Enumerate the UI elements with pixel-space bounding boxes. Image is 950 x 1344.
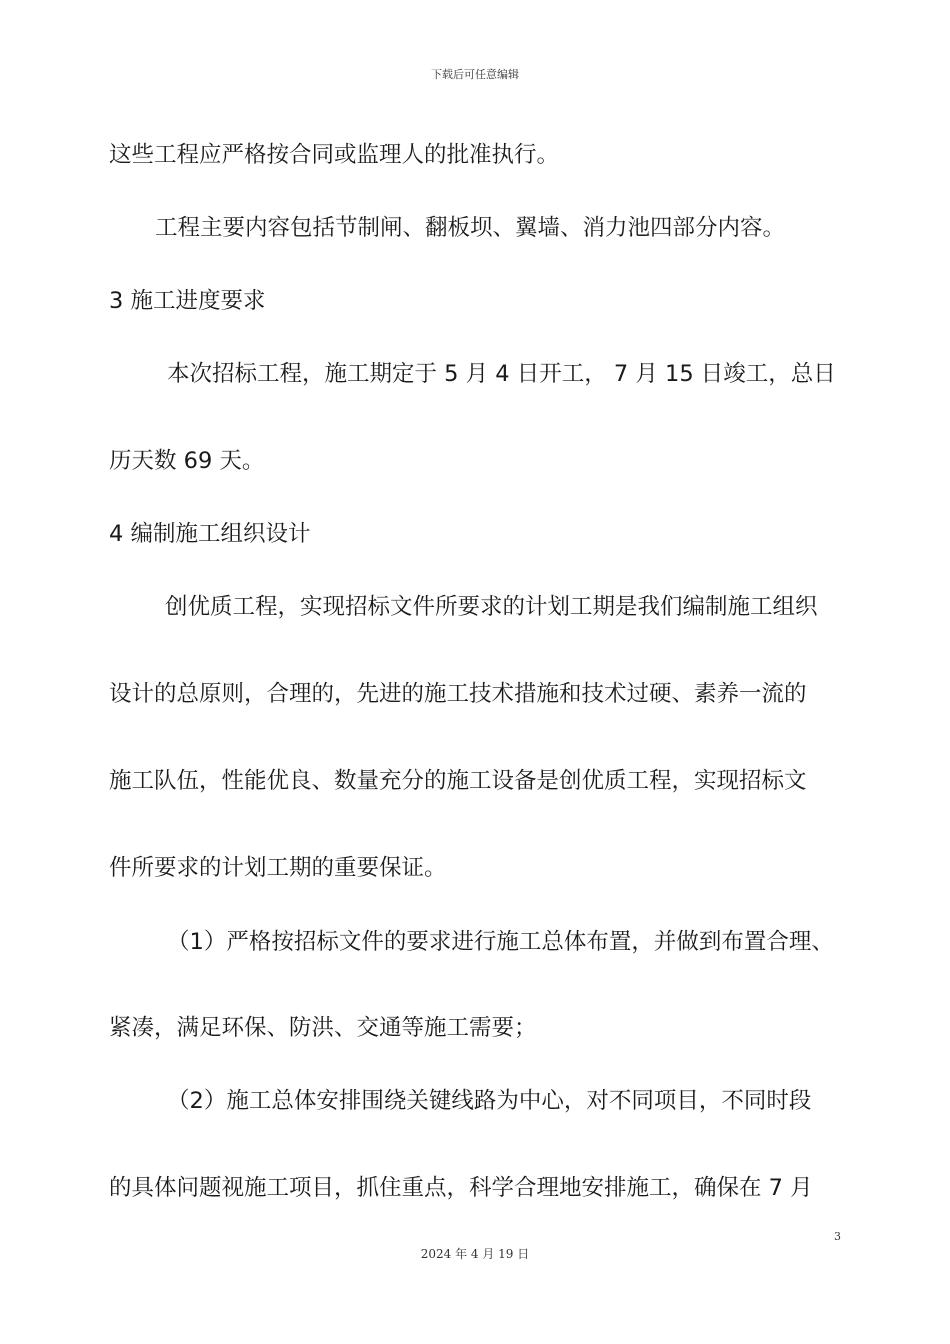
body-line-11: （1）严格按招标文件的要求进行施工总体布置，并做到布置合理、 xyxy=(167,929,834,955)
body-line-13: （2）施工总体安排围绕关键线路为中心，对不同项目，不同时段 xyxy=(167,1088,812,1114)
body-line-12: 紧凑，满足环保、防洪、交通等施工需要； xyxy=(109,1015,537,1041)
page-header: 下载后可任意编辑 xyxy=(431,68,519,81)
body-line-7: 创优质工程，实现招标文件所要求的计划工期是我们编制施工组织 xyxy=(165,594,818,620)
body-line-1: 这些工程应严格按合同或监理人的批准执行。 xyxy=(109,142,560,168)
page-number: 3 xyxy=(834,1230,841,1243)
section-heading-3: 3 施工进度要求 xyxy=(109,288,266,314)
body-line-14: 的具体问题视施工项目，抓住重点，科学合理地安排施工，确保在 7 月 xyxy=(109,1175,813,1201)
body-line-2: 工程主要内容包括节制闸、翻板坝、翼墙、消力池四部分内容。 xyxy=(155,215,786,241)
body-line-10: 件所要求的计划工期的重要保证。 xyxy=(109,855,447,881)
body-line-8: 设计的总原则，合理的，先进的施工技术措施和技术过硬、素养一流的 xyxy=(109,681,807,707)
section-heading-4: 4 编制施工组织设计 xyxy=(109,521,311,547)
body-line-5: 历天数 69 天。 xyxy=(109,448,265,474)
page-footer-date: 2024 年 4 月 19 日 xyxy=(420,1247,530,1261)
body-line-9: 施工队伍，性能优良、数量充分的施工设备是创优质工程，实现招标文 xyxy=(109,768,807,794)
body-line-4: 本次招标工程，施工期定于 5 月 4 日开工， 7 月 15 日竣工，总日 xyxy=(167,361,836,387)
